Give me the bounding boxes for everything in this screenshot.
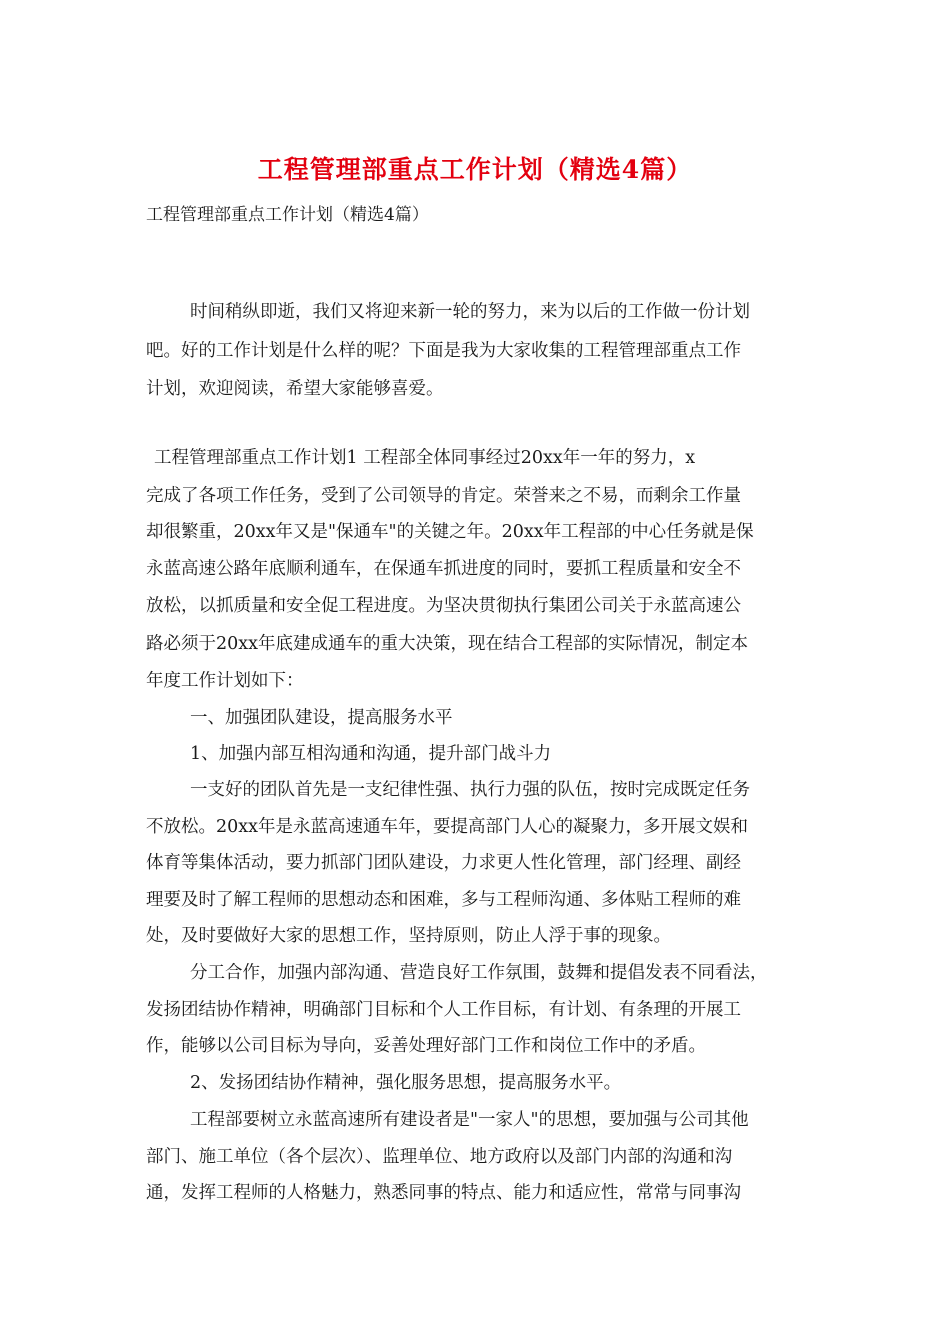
document-subtitle: 工程管理部重点工作计划（精选4篇）	[146, 205, 429, 225]
paragraph-line: 发扬团结协作精神，明确部门目标和个人工作目标，有计划、有条理的开展工	[146, 1000, 741, 1020]
paragraph-line: 处，及时要做好大家的思想工作，坚持原则，防止人浮于事的现象。	[146, 926, 671, 946]
subheading-line: 2、发扬团结协作精神，强化服务思想，提高服务水平。	[190, 1073, 622, 1093]
paragraph-line: 一支好的团队首先是一支纪律性强、执行力强的队伍，按时完成既定任务	[190, 780, 750, 800]
paragraph-line: 不放松。20xx年是永蓝高速通车年，要提高部门人心的凝聚力，多开展文娱和	[146, 817, 749, 837]
paragraph-line: 体育等集体活动，要力抓部门团队建设，力求更人性化管理，部门经理、副经	[146, 853, 741, 873]
paragraph-line: 年度工作计划如下：	[146, 671, 304, 691]
paragraph-line: 理要及时了解工程师的思想动态和困难，多与工程师沟通、多体贴工程师的难	[146, 890, 741, 910]
paragraph-line: 工程部要树立永蓝高速所有建设者是"一家人"的思想，要加强与公司其他	[190, 1110, 749, 1130]
paragraph-line: 时间稍纵即逝，我们又将迎来新一轮的努力，来为以后的工作做一份计划	[190, 302, 750, 322]
document-title: 工程管理部重点工作计划（精选4篇）	[257, 155, 693, 184]
section-heading-line: 工程管理部重点工作计划1 工程部全体同事经过20xx年一年的努力，x	[154, 448, 696, 468]
paragraph-line: 部门、施工单位（各个层次）、监理单位、地方政府以及部门内部的沟通和沟	[146, 1147, 733, 1167]
paragraph-line: 分工合作，加强内部沟通、营造良好工作氛围，鼓舞和提倡发表不同看法，	[190, 963, 768, 983]
paragraph-line: 路必须于20xx年底建成通车的重大决策，现在结合工程部的实际情况，制定本	[146, 634, 749, 654]
paragraph-line: 通，发挥工程师的人格魅力，熟悉同事的特点、能力和适应性，常常与同事沟	[146, 1183, 741, 1203]
paragraph-line: 计划，欢迎阅读，希望大家能够喜爱。	[146, 379, 444, 399]
paragraph-line: 放松，以抓质量和安全促工程进度。为坚决贯彻执行集团公司关于永蓝高速公	[146, 596, 741, 616]
paragraph-line: 永蓝高速公路年底顺利通车，在保通车抓进度的同时，要抓工程质量和安全不	[146, 559, 741, 579]
paragraph-line: 却很繁重，20xx年又是"保通车"的关键之年。20xx年工程部的中心任务就是保	[146, 522, 754, 542]
subheading-line: 1、加强内部互相沟通和沟通，提升部门战斗力	[190, 744, 552, 764]
paragraph-line: 完成了各项工作任务，受到了公司领导的肯定。荣誉来之不易，而剩余工作量	[146, 486, 741, 506]
paragraph-line: 吧。好的工作计划是什么样的呢？下面是我为大家收集的工程管理部重点工作	[146, 341, 741, 361]
heading-line: 一、加强团队建设，提高服务水平	[190, 708, 453, 728]
paragraph-line: 作，能够以公司目标为导向，妥善处理好部门工作和岗位工作中的矛盾。	[146, 1036, 706, 1056]
